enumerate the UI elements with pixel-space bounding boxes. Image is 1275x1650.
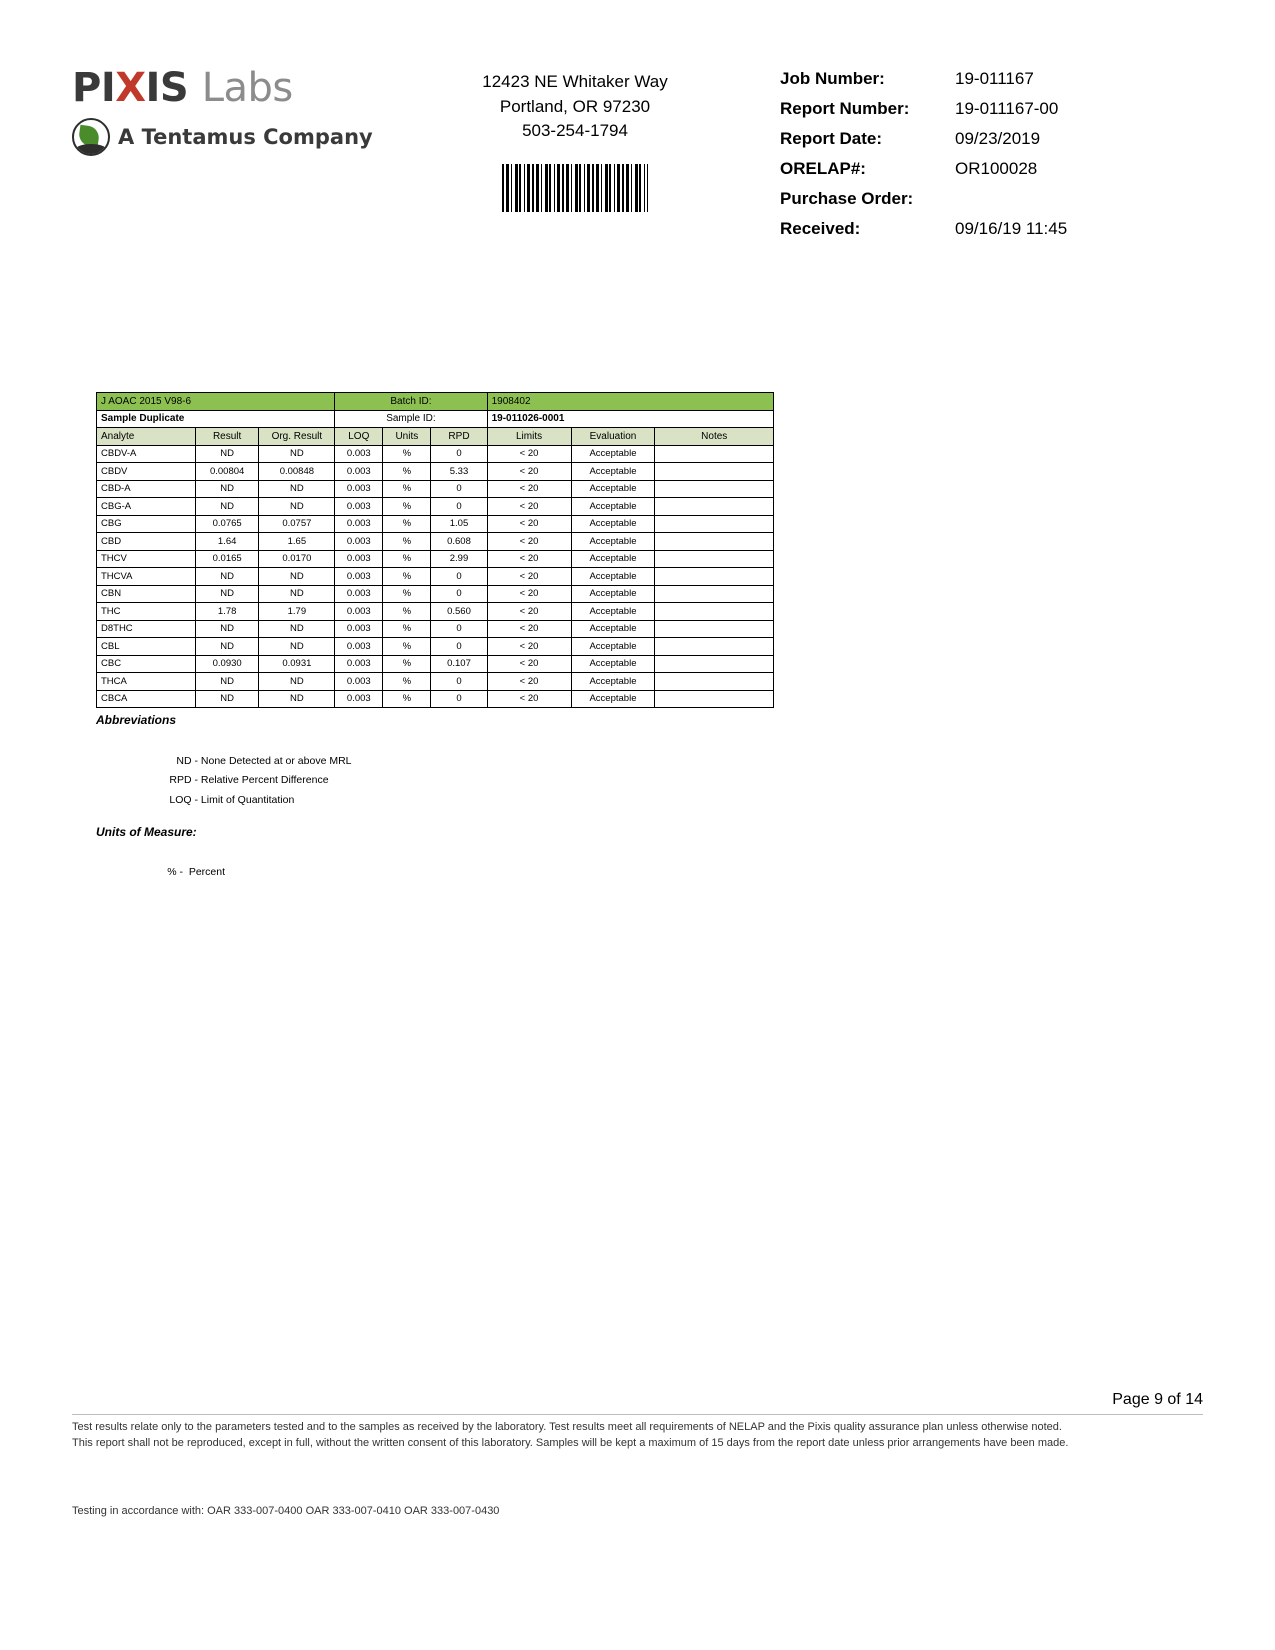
logo-text-is: IS [145,65,189,111]
column-header-org-result: Org. Result [259,428,335,446]
meta-label-received: Received: [780,219,861,238]
cell-analyte: THC [97,603,196,621]
cell-rpd: 0 [431,638,487,656]
address-phone: 503-254-1794 [522,121,628,141]
page-number: Page 9 of 14 [1112,1391,1203,1408]
cell-analyte: THCA [97,673,196,691]
units-of-measure-heading: Units of Measure: [96,825,197,839]
barcode-image [502,164,648,212]
footer-testing-note: Testing in accordance with: OAR 333-007-0400 OAR 333-007-0410 OAR 333-007-0430 [72,1505,500,1517]
sample-info-row [97,410,774,428]
cell-units: % [383,638,431,656]
cell-analyte: CBC [97,655,196,673]
cell-rpd: 5.33 [431,463,487,481]
method-name: J AOAC 2015 V98-6 [97,393,335,411]
cell-evaluation: Acceptable [571,673,655,691]
cell-result: ND [195,585,259,603]
meta-value-report-number: 19-011167-00 [955,99,1059,118]
column-header-analyte: Analyte [97,428,196,446]
cell-org-result: 0.0757 [259,515,335,533]
cell-evaluation: Acceptable [571,585,655,603]
cell-rpd: 0 [431,620,487,638]
unit-item [167,863,225,882]
results-table-wrapper [96,392,774,708]
cell-org-result: 0.00848 [259,463,335,481]
cell-rpd: 0.608 [431,533,487,551]
table-row [97,673,774,691]
logo-text-labs: Labs [201,65,293,111]
cell-org-result: ND [259,673,335,691]
cell-rpd: 0 [431,690,487,708]
table-row [97,638,774,656]
cell-units: % [383,673,431,691]
cell-evaluation: Acceptable [571,445,655,463]
logo-text-pi: PI [72,65,116,111]
column-header-rpd: RPD [431,428,487,446]
cell-units: % [383,603,431,621]
cell-notes [655,445,774,463]
meta-value-report-date: 09/23/2019 [955,129,1041,148]
report-header [0,60,1275,260]
table-row [97,620,774,638]
cell-limits: < 20 [487,445,571,463]
cell-result: 0.0165 [195,550,259,568]
cell-loq: 0.003 [335,585,383,603]
cell-result: ND [195,620,259,638]
logo-tagline: A Tentamus Company [118,125,373,149]
cell-analyte: CBN [97,585,196,603]
unit-key: % - [167,866,183,878]
cell-units: % [383,463,431,481]
cell-notes [655,673,774,691]
table-row [97,533,774,551]
cell-rpd: 1.05 [431,515,487,533]
cell-evaluation: Acceptable [571,515,655,533]
cell-result: ND [195,445,259,463]
footer-divider [72,1414,1203,1415]
cell-evaluation: Acceptable [571,533,655,551]
cell-notes [655,690,774,708]
cell-analyte: CBG-A [97,498,196,516]
cell-notes [655,533,774,551]
cell-org-result: ND [259,568,335,586]
cell-units: % [383,515,431,533]
cell-limits: < 20 [487,550,571,568]
cell-loq: 0.003 [335,620,383,638]
cell-units: % [383,550,431,568]
cell-notes [655,550,774,568]
cell-analyte: THCVA [97,568,196,586]
abbreviation-key: RPD - [169,774,198,787]
cell-limits: < 20 [487,463,571,481]
cell-limits: < 20 [487,515,571,533]
cell-analyte: CBD-A [97,480,196,498]
meta-label-purchase-order: Purchase Order: [780,189,914,208]
meta-value-received: 09/16/19 11:45 [955,219,1068,238]
cell-analyte: D8THC [97,620,196,638]
table-header-row [97,428,774,446]
abbreviation-item [160,752,352,771]
cell-result: 0.0930 [195,655,259,673]
cell-notes [655,568,774,586]
cell-units: % [383,533,431,551]
cell-org-result: ND [259,445,335,463]
cell-result: ND [195,690,259,708]
column-header-result: Result [195,428,259,446]
cell-notes [655,463,774,481]
meta-value-orelap: OR100028 [955,159,1038,178]
cell-org-result: 1.79 [259,603,335,621]
units-of-measure-list [167,863,225,882]
meta-row-report-date [780,130,1200,147]
table-row [97,463,774,481]
address-line-2: Portland, OR 97230 [499,96,651,116]
table-row [97,550,774,568]
cell-analyte: THCV [97,550,196,568]
cell-evaluation: Acceptable [571,690,655,708]
abbreviation-key: ND - [176,755,198,767]
meta-label-report-number: Report Number: [780,99,910,118]
cell-limits: < 20 [487,585,571,603]
cell-limits: < 20 [487,655,571,673]
cell-org-result: ND [259,690,335,708]
cell-rpd: 0 [431,498,487,516]
cell-analyte: CBDV-A [97,445,196,463]
column-header-notes: Notes [655,428,774,446]
cell-limits: < 20 [487,480,571,498]
logo-tagline-row [72,118,402,156]
table-row [97,585,774,603]
cell-units: % [383,480,431,498]
cell-notes [655,603,774,621]
cell-result: ND [195,480,259,498]
cell-notes [655,655,774,673]
cell-notes [655,515,774,533]
cell-org-result: ND [259,638,335,656]
cell-result: 0.0765 [195,515,259,533]
report-metadata [780,70,1200,250]
cell-evaluation: Acceptable [571,568,655,586]
cell-limits: < 20 [487,690,571,708]
cell-notes [655,480,774,498]
column-header-evaluation: Evaluation [571,428,655,446]
cell-org-result: 1.65 [259,533,335,551]
batch-id-label: Batch ID: [335,393,487,411]
cell-loq: 0.003 [335,690,383,708]
cell-notes [655,620,774,638]
meta-row-received [780,220,1200,237]
logo-wordmark [72,65,402,111]
cell-org-result: ND [259,498,335,516]
meta-label-job-number: Job Number: [780,69,885,88]
cell-loq: 0.003 [335,603,383,621]
cell-result: ND [195,673,259,691]
cell-rpd: 0.107 [431,655,487,673]
cell-loq: 0.003 [335,638,383,656]
cell-org-result: 0.0170 [259,550,335,568]
cell-evaluation: Acceptable [571,603,655,621]
cell-evaluation: Acceptable [571,498,655,516]
cell-org-result: 0.0931 [259,655,335,673]
meta-label-report-date: Report Date: [780,129,883,148]
cell-rpd: 0 [431,445,487,463]
abbreviations-list [160,752,352,810]
cell-loq: 0.003 [335,533,383,551]
cell-rpd: 0 [431,480,487,498]
cell-limits: < 20 [487,498,571,516]
address-line-1: 12423 NE Whitaker Way [482,72,668,91]
cell-analyte: CBCA [97,690,196,708]
results-table [96,392,774,708]
cell-loq: 0.003 [335,568,383,586]
cell-limits: < 20 [487,620,571,638]
cell-evaluation: Acceptable [571,620,655,638]
meta-label-orelap: ORELAP#: [780,159,866,178]
cell-analyte: CBG [97,515,196,533]
sample-type: Sample Duplicate [97,410,335,428]
cell-loq: 0.003 [335,480,383,498]
lab-address [410,70,740,212]
sample-id-label: Sample ID: [335,410,487,428]
cell-limits: < 20 [487,603,571,621]
cell-loq: 0.003 [335,673,383,691]
cell-evaluation: Acceptable [571,463,655,481]
cell-analyte: CBD [97,533,196,551]
unit-text: Percent [188,866,226,878]
abbreviations-heading: Abbreviations [96,713,177,727]
abbreviation-text: None Detected at or above MRL [200,755,352,767]
logo-text-x: X [115,65,146,111]
cell-loq: 0.003 [335,550,383,568]
cell-evaluation: Acceptable [571,655,655,673]
cell-result: 1.78 [195,603,259,621]
cell-notes [655,585,774,603]
cell-limits: < 20 [487,638,571,656]
cell-org-result: ND [259,480,335,498]
cell-result: ND [195,638,259,656]
abbreviation-text: Relative Percent Difference [200,774,329,787]
cell-units: % [383,568,431,586]
cell-result: 0.00804 [195,463,259,481]
meta-row-purchase-order [780,190,1200,207]
cell-analyte: CBL [97,638,196,656]
table-row [97,480,774,498]
cell-notes [655,638,774,656]
meta-row-job-number [780,70,1200,87]
cell-result: 1.64 [195,533,259,551]
cell-rpd: 0 [431,673,487,691]
cell-notes [655,498,774,516]
cell-rpd: 0 [431,568,487,586]
cell-limits: < 20 [487,533,571,551]
cell-limits: < 20 [487,568,571,586]
meta-row-orelap [780,160,1200,177]
cell-loq: 0.003 [335,463,383,481]
cell-units: % [383,585,431,603]
cell-org-result: ND [259,620,335,638]
batch-id-value: 1908402 [487,393,773,411]
abbreviation-text: Limit of Quantitation [200,793,295,806]
cell-units: % [383,620,431,638]
meta-row-report-number [780,100,1200,117]
cell-rpd: 0.560 [431,603,487,621]
cell-loq: 0.003 [335,445,383,463]
table-row [97,445,774,463]
cell-analyte: CBDV [97,463,196,481]
cell-org-result: ND [259,585,335,603]
cell-evaluation: Acceptable [571,480,655,498]
table-row [97,655,774,673]
table-row [97,690,774,708]
cell-result: ND [195,498,259,516]
table-row [97,568,774,586]
meta-value-job-number: 19-011167 [955,69,1034,88]
cell-evaluation: Acceptable [571,638,655,656]
column-header-units: Units [383,428,431,446]
cell-units: % [383,498,431,516]
cell-units: % [383,655,431,673]
method-band-row [97,393,774,411]
table-row [97,515,774,533]
column-header-loq: LOQ [335,428,383,446]
cell-loq: 0.003 [335,655,383,673]
abbreviation-key: LOQ - [169,793,198,806]
cell-units: % [383,445,431,463]
abbreviation-item [160,791,352,810]
cell-rpd: 2.99 [431,550,487,568]
sample-id-value: 19-011026-0001 [487,410,773,428]
footer-disclaimer: Test results relate only to the parameters tested and to the samples as received by the laboratory. Test results meet all requirements of NELAP and the Pixis quality assurance plan unless otherwise noted. This report shall not be reproduced, except in full, without the written consent of this laboratory. Samples will be kept a maximum of 15 days from the report date unless prior arrangements have been made. [72,1421,1069,1449]
table-row [97,498,774,516]
leaf-icon [72,118,110,156]
cell-limits: < 20 [487,673,571,691]
cell-evaluation: Acceptable [571,550,655,568]
cell-loq: 0.003 [335,515,383,533]
table-row [97,603,774,621]
cell-rpd: 0 [431,585,487,603]
column-header-limits: Limits [487,428,571,446]
cell-loq: 0.003 [335,498,383,516]
company-logo [72,65,402,156]
abbreviation-item [160,771,352,790]
cell-result: ND [195,568,259,586]
cell-units: % [383,690,431,708]
